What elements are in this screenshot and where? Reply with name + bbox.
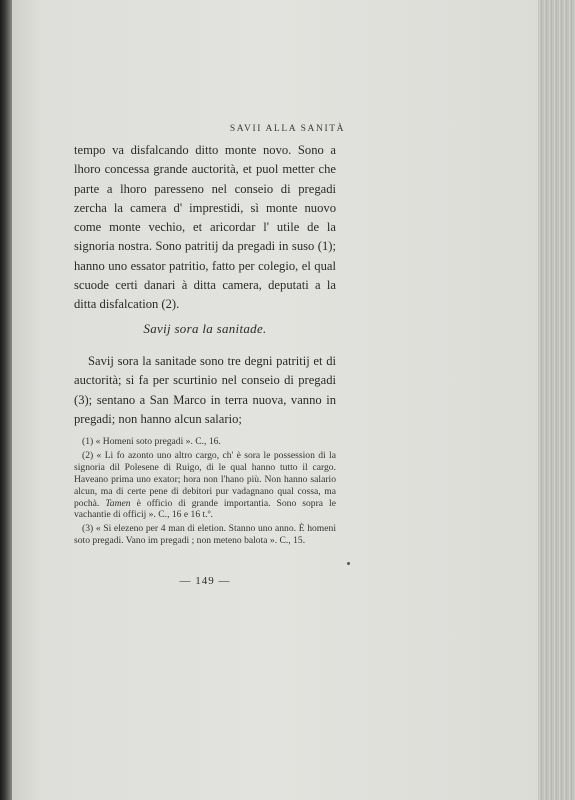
page-number: — 149 — bbox=[179, 575, 231, 587]
paragraph-2: Savij sora la sanitade sono tre degni patritij et di auctorità; si fa per scurtinio nel conseio di pregadi (3); sentano a San Marco in terra nuova, vanno in pregadi; non hanno alcun salario; bbox=[74, 354, 336, 426]
book-gutter-shadow bbox=[0, 0, 12, 800]
running-head: SAVII ALLA SANITÀ bbox=[229, 124, 346, 134]
section-title: Savij sora la sanitade. bbox=[143, 321, 267, 336]
footnote-1: (1) « Homeni soto pregadi ». C., 16. bbox=[82, 436, 221, 447]
body-text-upper bbox=[74, 141, 336, 315]
footnote-3: (3) « Si elezeno per 4 man di eletion. Stanno uno anno. È homeni soto pregadi. Vano im pregadi ; non meteno balota ». C., 15. bbox=[74, 523, 336, 547]
footnote-2 bbox=[74, 450, 336, 521]
body-text-lower bbox=[74, 352, 336, 429]
footnotes bbox=[74, 436, 336, 549]
footnote-2-part-a: (2) « Li fo azonto uno altro cargo, ch' è sora le possession di la signoria dil Polesene di Ruigo, di le qual hanno tutto il cargo. Haveano prima uno exator; hora non l'hano più. Non hanno salario alcun, ma di certe pene di debitori pur vadagnano qual cossa, ma pochà. bbox=[74, 449, 336, 509]
footnote-2-italic-word: Tamen bbox=[105, 497, 131, 509]
paragraph-1: tempo va disfalcando ditto monte novo. Sono a lhoro concessa grande auctorità, et puol metter che parte a lhoro paresseno nel conseio di pregadi zercha la camera d' imprestidi, sì monte nuovo come monte vechio, et aricordar l' utile de la signoria nostra. Sono patritij da pregadi in suso (1); hanno uno essator patritio, fatto per colegio, el qual scuode certi danari à ditta camera, deputati a la ditta disfalcation (2). bbox=[74, 143, 336, 312]
paper-speck bbox=[347, 562, 350, 565]
page-edges-stack bbox=[538, 0, 575, 800]
footnote-2-part-b: è officio di grande importantia. Sono sopra le vachantie di officij ». C., 16 e 16 t.º. bbox=[74, 497, 336, 521]
